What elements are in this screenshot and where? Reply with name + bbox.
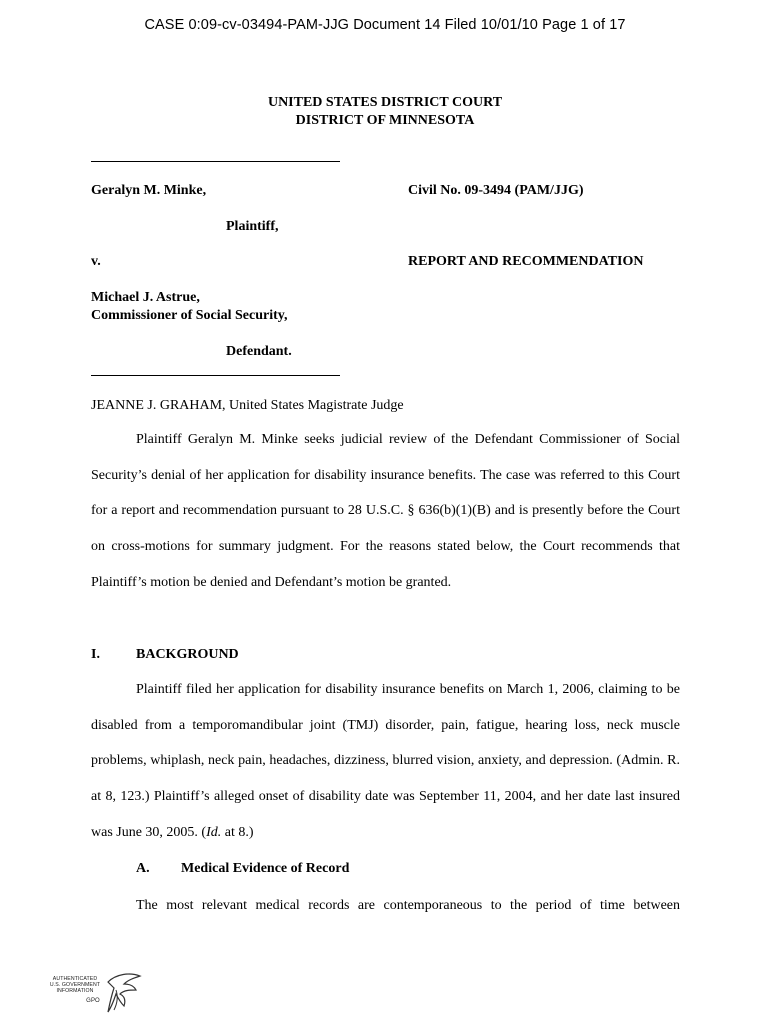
intro-paragraph xyxy=(91,422,680,601)
id-citation-tail: at 8.) xyxy=(221,824,254,840)
caption-bottom-rule xyxy=(91,375,340,376)
subsection-letter: A. xyxy=(136,861,150,876)
background-paragraph xyxy=(91,672,680,851)
eagle-icon xyxy=(104,972,144,1018)
section-number: I. xyxy=(91,647,100,662)
defendant-role: Defendant. xyxy=(226,344,292,359)
seal-text-3: INFORMATION xyxy=(56,988,94,994)
versus: v. xyxy=(91,254,101,269)
plaintiff-name: Geralyn M. Minke, xyxy=(91,183,207,198)
document-title: REPORT AND RECOMMENDATION xyxy=(408,254,644,269)
last-paragraph: The most relevant medical records are contemporaneous to the period of time between xyxy=(136,898,680,913)
judge-line: JEANNE J. GRAHAM, United States Magistrate Judge xyxy=(91,398,404,413)
defendant-name: Michael J. Astrue, xyxy=(91,290,200,305)
intro-paragraph-text: Plaintiff Geralyn M. Minke seeks judicial review of the Defendant Commissioner of Social Security’s denial of her application for disability insurance benefits. The case was referred to this Court for a report and recommendation pursuant to 28 U.S.C. § 636(b)(1)(B) and is presently before the Court on cross-motions for summary judgment. For the reasons stated below, the Court recommends that Plaintiff’s motion be denied and Defendant’s motion be granted. xyxy=(91,432,680,590)
seal-text-2: U.S. GOVERNMENT xyxy=(49,982,101,988)
caption-top-rule xyxy=(91,161,340,162)
seal-text-1: AUTHENTICATED xyxy=(52,976,98,982)
case-header: CASE 0:09-cv-03494-PAM-JJG Document 14 Filed 10/01/10 Page 1 of 17 xyxy=(144,17,626,33)
section-heading: BACKGROUND xyxy=(136,647,239,662)
id-citation: Id. xyxy=(206,824,222,840)
court-name: UNITED STATES DISTRICT COURT xyxy=(267,95,503,110)
subsection-heading: Medical Evidence of Record xyxy=(181,861,350,876)
court-name-block xyxy=(0,94,770,130)
gpo-authentication-seal xyxy=(44,972,144,1018)
background-paragraph-text: Plaintiff filed her application for disability insurance benefits on March 1, 2006, claiming to be disabled from a temporomandibular joint (TMJ) disorder, pain, fatigue, hearing loss, neck muscle problems, whiplash, neck pain, headaches, dizziness, blurred vision, anxiety, and depression. (Admin. R. at 8, 123.) Plaintiff’s alleged onset of disability date was September 11, 2004, and her date last insured was June 30, 2005. ( xyxy=(91,682,680,840)
seal-text-gpo: GPO xyxy=(86,998,100,1004)
civil-number: Civil No. 09-3494 (PAM/JJG) xyxy=(408,183,584,198)
plaintiff-role: Plaintiff, xyxy=(226,219,279,234)
court-district: DISTRICT OF MINNESOTA xyxy=(295,113,475,128)
defendant-title: Commissioner of Social Security, xyxy=(91,308,288,323)
